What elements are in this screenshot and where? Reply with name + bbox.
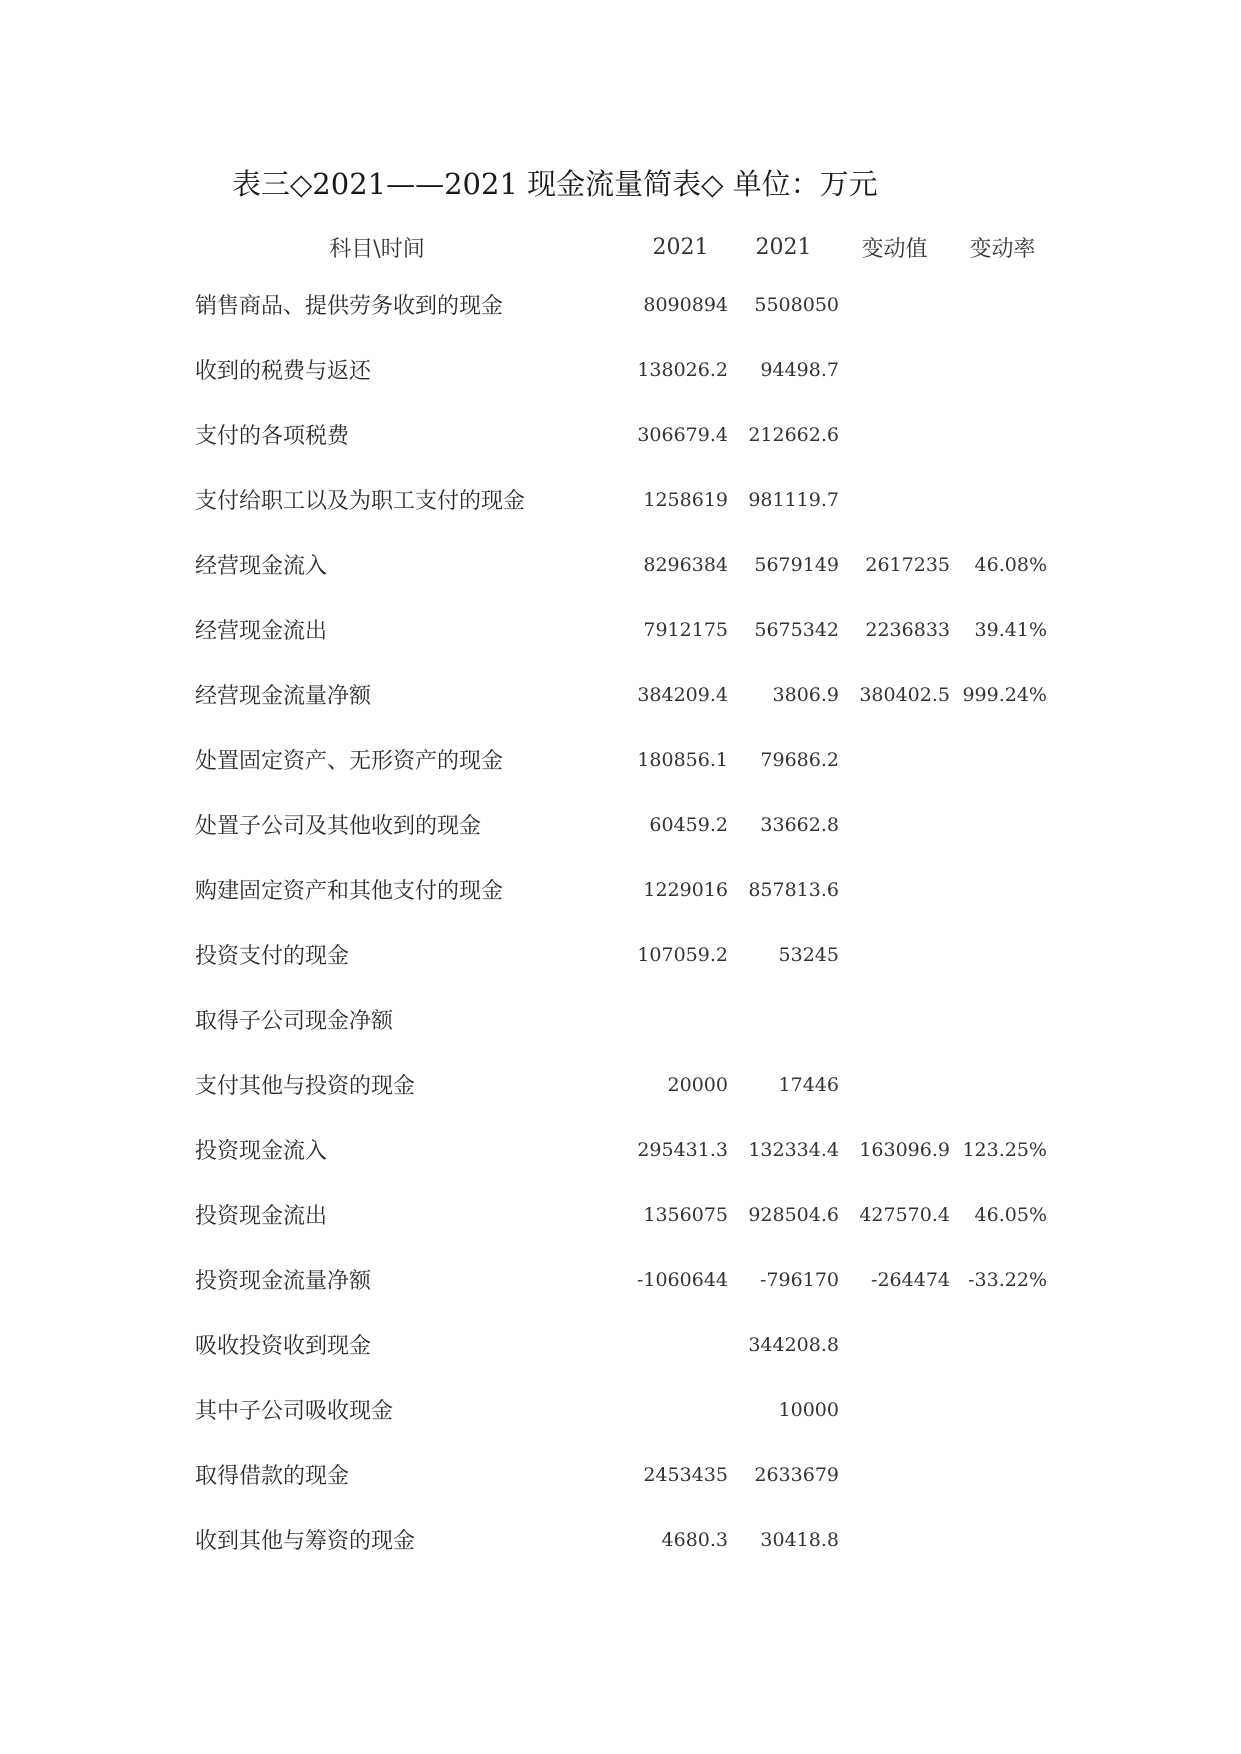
cell-year-1: 7912175	[643, 618, 728, 641]
cell-change-value	[839, 922, 950, 987]
cell-year-1: 60459.2	[649, 813, 728, 836]
cell-year-2: 857813.6	[748, 878, 839, 901]
cell-year-1: 4680.3	[661, 1528, 728, 1551]
row-label: 取得借款的现金	[195, 1464, 350, 1489]
cell-change-rate: 46.05%	[974, 1203, 1047, 1226]
cell-year-2: 212662.6	[748, 423, 839, 446]
table-row	[195, 922, 1055, 987]
table-row	[195, 532, 1055, 597]
cell-change-rate: 46.08%	[974, 553, 1047, 576]
cell-change-rate: 999.24%	[962, 683, 1047, 706]
row-label: 其中子公司吸收现金	[195, 1399, 394, 1424]
cell-year-2: 5679149	[754, 553, 839, 576]
cell-year-2: 10000	[778, 1398, 839, 1421]
cell-year-2: 928504.6	[748, 1203, 839, 1226]
cell-year-1: 306679.4	[637, 423, 728, 446]
header-change-value: 变动值	[861, 236, 928, 262]
cell-year-1: 20000	[667, 1073, 728, 1096]
cell-year-2: 94498.7	[760, 358, 839, 381]
row-label: 经营现金流入	[195, 554, 328, 579]
row-label: 支付给职工以及为职工支付的现金	[195, 489, 526, 514]
cell-change-rate	[950, 1377, 1055, 1442]
cell-change-rate	[950, 467, 1055, 532]
cell-change-value	[839, 1442, 950, 1507]
table-row	[195, 1312, 1055, 1377]
cell-year-2: 30418.8	[760, 1528, 839, 1551]
table-row	[195, 402, 1055, 467]
cell-change-rate	[950, 1442, 1055, 1507]
cash-flow-table	[195, 222, 1055, 1572]
row-label: 投资现金流出	[195, 1204, 328, 1229]
header-change-rate: 变动率	[969, 236, 1036, 262]
page-title: 表三◇2021——2021 现金流量简表◇ 单位：万元	[232, 167, 878, 201]
cell-change-rate: 123.25%	[962, 1138, 1047, 1161]
cell-year-2	[728, 987, 839, 1052]
row-label: 投资现金流量净额	[195, 1269, 372, 1294]
row-label: 支付其他与投资的现金	[195, 1074, 416, 1099]
cell-change-rate	[950, 792, 1055, 857]
cell-change-value	[839, 1312, 950, 1377]
cell-year-1: 295431.3	[637, 1138, 728, 1161]
table-body	[195, 272, 1055, 1572]
row-label: 经营现金流量净额	[195, 684, 372, 709]
cell-year-2: 344208.8	[748, 1333, 839, 1356]
cell-year-2: 5508050	[754, 293, 839, 316]
cell-change-value	[839, 1377, 950, 1442]
cell-change-rate	[950, 987, 1055, 1052]
table-row	[195, 1377, 1055, 1442]
cell-change-rate	[950, 727, 1055, 792]
cell-year-2: 981119.7	[748, 488, 839, 511]
table-row	[195, 987, 1055, 1052]
header-year-2: 2021	[755, 234, 812, 260]
row-label: 投资支付的现金	[195, 944, 350, 969]
cell-change-rate	[950, 337, 1055, 402]
cell-year-1	[613, 987, 728, 1052]
table-row	[195, 272, 1055, 337]
row-label: 收到的税费与返还	[195, 359, 372, 384]
cell-change-value: 2236833	[865, 618, 950, 641]
cell-change-rate: -33.22%	[968, 1268, 1047, 1291]
cell-year-1	[613, 1312, 728, 1377]
cell-change-rate	[950, 272, 1055, 337]
cell-change-value: 380402.5	[859, 683, 950, 706]
cell-year-2: 5675342	[754, 618, 839, 641]
cell-year-1: 8090894	[643, 293, 728, 316]
cell-change-value	[839, 467, 950, 532]
cell-change-value: 427570.4	[859, 1203, 950, 1226]
cell-year-1: 8296384	[643, 553, 728, 576]
cell-year-2: 33662.8	[760, 813, 839, 836]
table-row	[195, 662, 1055, 727]
header-year-1: 2021	[652, 234, 709, 260]
cell-year-2: 132334.4	[748, 1138, 839, 1161]
table-header-row	[195, 222, 1055, 272]
cell-change-value: 2617235	[865, 553, 950, 576]
cell-change-rate	[950, 1052, 1055, 1117]
cell-year-1: 1258619	[643, 488, 728, 511]
cell-change-value: 163096.9	[859, 1138, 950, 1161]
cell-year-2: 3806.9	[772, 683, 839, 706]
cell-year-1: 138026.2	[637, 358, 728, 381]
cell-change-value	[839, 987, 950, 1052]
cell-year-1: 1229016	[643, 878, 728, 901]
table-row	[195, 467, 1055, 532]
row-label: 购建固定资产和其他支付的现金	[195, 879, 504, 904]
table-row	[195, 597, 1055, 662]
cell-change-rate	[950, 922, 1055, 987]
row-label: 销售商品、提供劳务收到的现金	[195, 294, 504, 319]
header-subject-time: 科目\时间	[329, 236, 425, 262]
cell-year-2: 2633679	[754, 1463, 839, 1486]
cell-year-2: 17446	[778, 1073, 839, 1096]
row-label: 处置固定资产、无形资产的现金	[195, 749, 504, 774]
row-label: 经营现金流出	[195, 619, 328, 644]
table-row	[195, 727, 1055, 792]
table-row	[195, 1507, 1055, 1572]
cell-change-value	[839, 792, 950, 857]
cell-change-value	[839, 272, 950, 337]
table-row	[195, 1442, 1055, 1507]
cell-change-value	[839, 1507, 950, 1572]
cell-change-rate	[950, 1507, 1055, 1572]
cell-year-1: 180856.1	[637, 748, 728, 771]
cell-year-2: 53245	[778, 943, 839, 966]
cell-change-value	[839, 727, 950, 792]
table-row	[195, 857, 1055, 922]
row-label: 取得子公司现金净额	[195, 1009, 394, 1034]
cell-year-1: 1356075	[643, 1203, 728, 1226]
table-row	[195, 337, 1055, 402]
table-row	[195, 792, 1055, 857]
cell-change-rate	[950, 857, 1055, 922]
table-row	[195, 1247, 1055, 1312]
table-row	[195, 1182, 1055, 1247]
table-row	[195, 1117, 1055, 1182]
cell-change-value: -264474	[871, 1268, 950, 1291]
row-label: 支付的各项税费	[195, 424, 350, 449]
row-label: 投资现金流入	[195, 1139, 328, 1164]
cell-year-1: 2453435	[643, 1463, 728, 1486]
cell-change-rate	[950, 1312, 1055, 1377]
table-row	[195, 1052, 1055, 1117]
cell-year-2: 79686.2	[760, 748, 839, 771]
cell-year-1: -1060644	[636, 1268, 728, 1291]
cell-change-rate	[950, 402, 1055, 467]
cell-change-value	[839, 337, 950, 402]
row-label: 收到其他与筹资的现金	[195, 1529, 416, 1554]
cell-change-rate: 39.41%	[974, 618, 1047, 641]
cell-year-1	[613, 1377, 728, 1442]
cell-change-value	[839, 1052, 950, 1117]
row-label: 吸收投资收到现金	[195, 1334, 372, 1359]
cell-change-value	[839, 857, 950, 922]
row-label: 处置子公司及其他收到的现金	[195, 814, 482, 839]
cell-change-value	[839, 402, 950, 467]
cell-year-1: 107059.2	[637, 943, 728, 966]
cell-year-2: -796170	[760, 1268, 839, 1291]
cell-year-1: 384209.4	[637, 683, 728, 706]
